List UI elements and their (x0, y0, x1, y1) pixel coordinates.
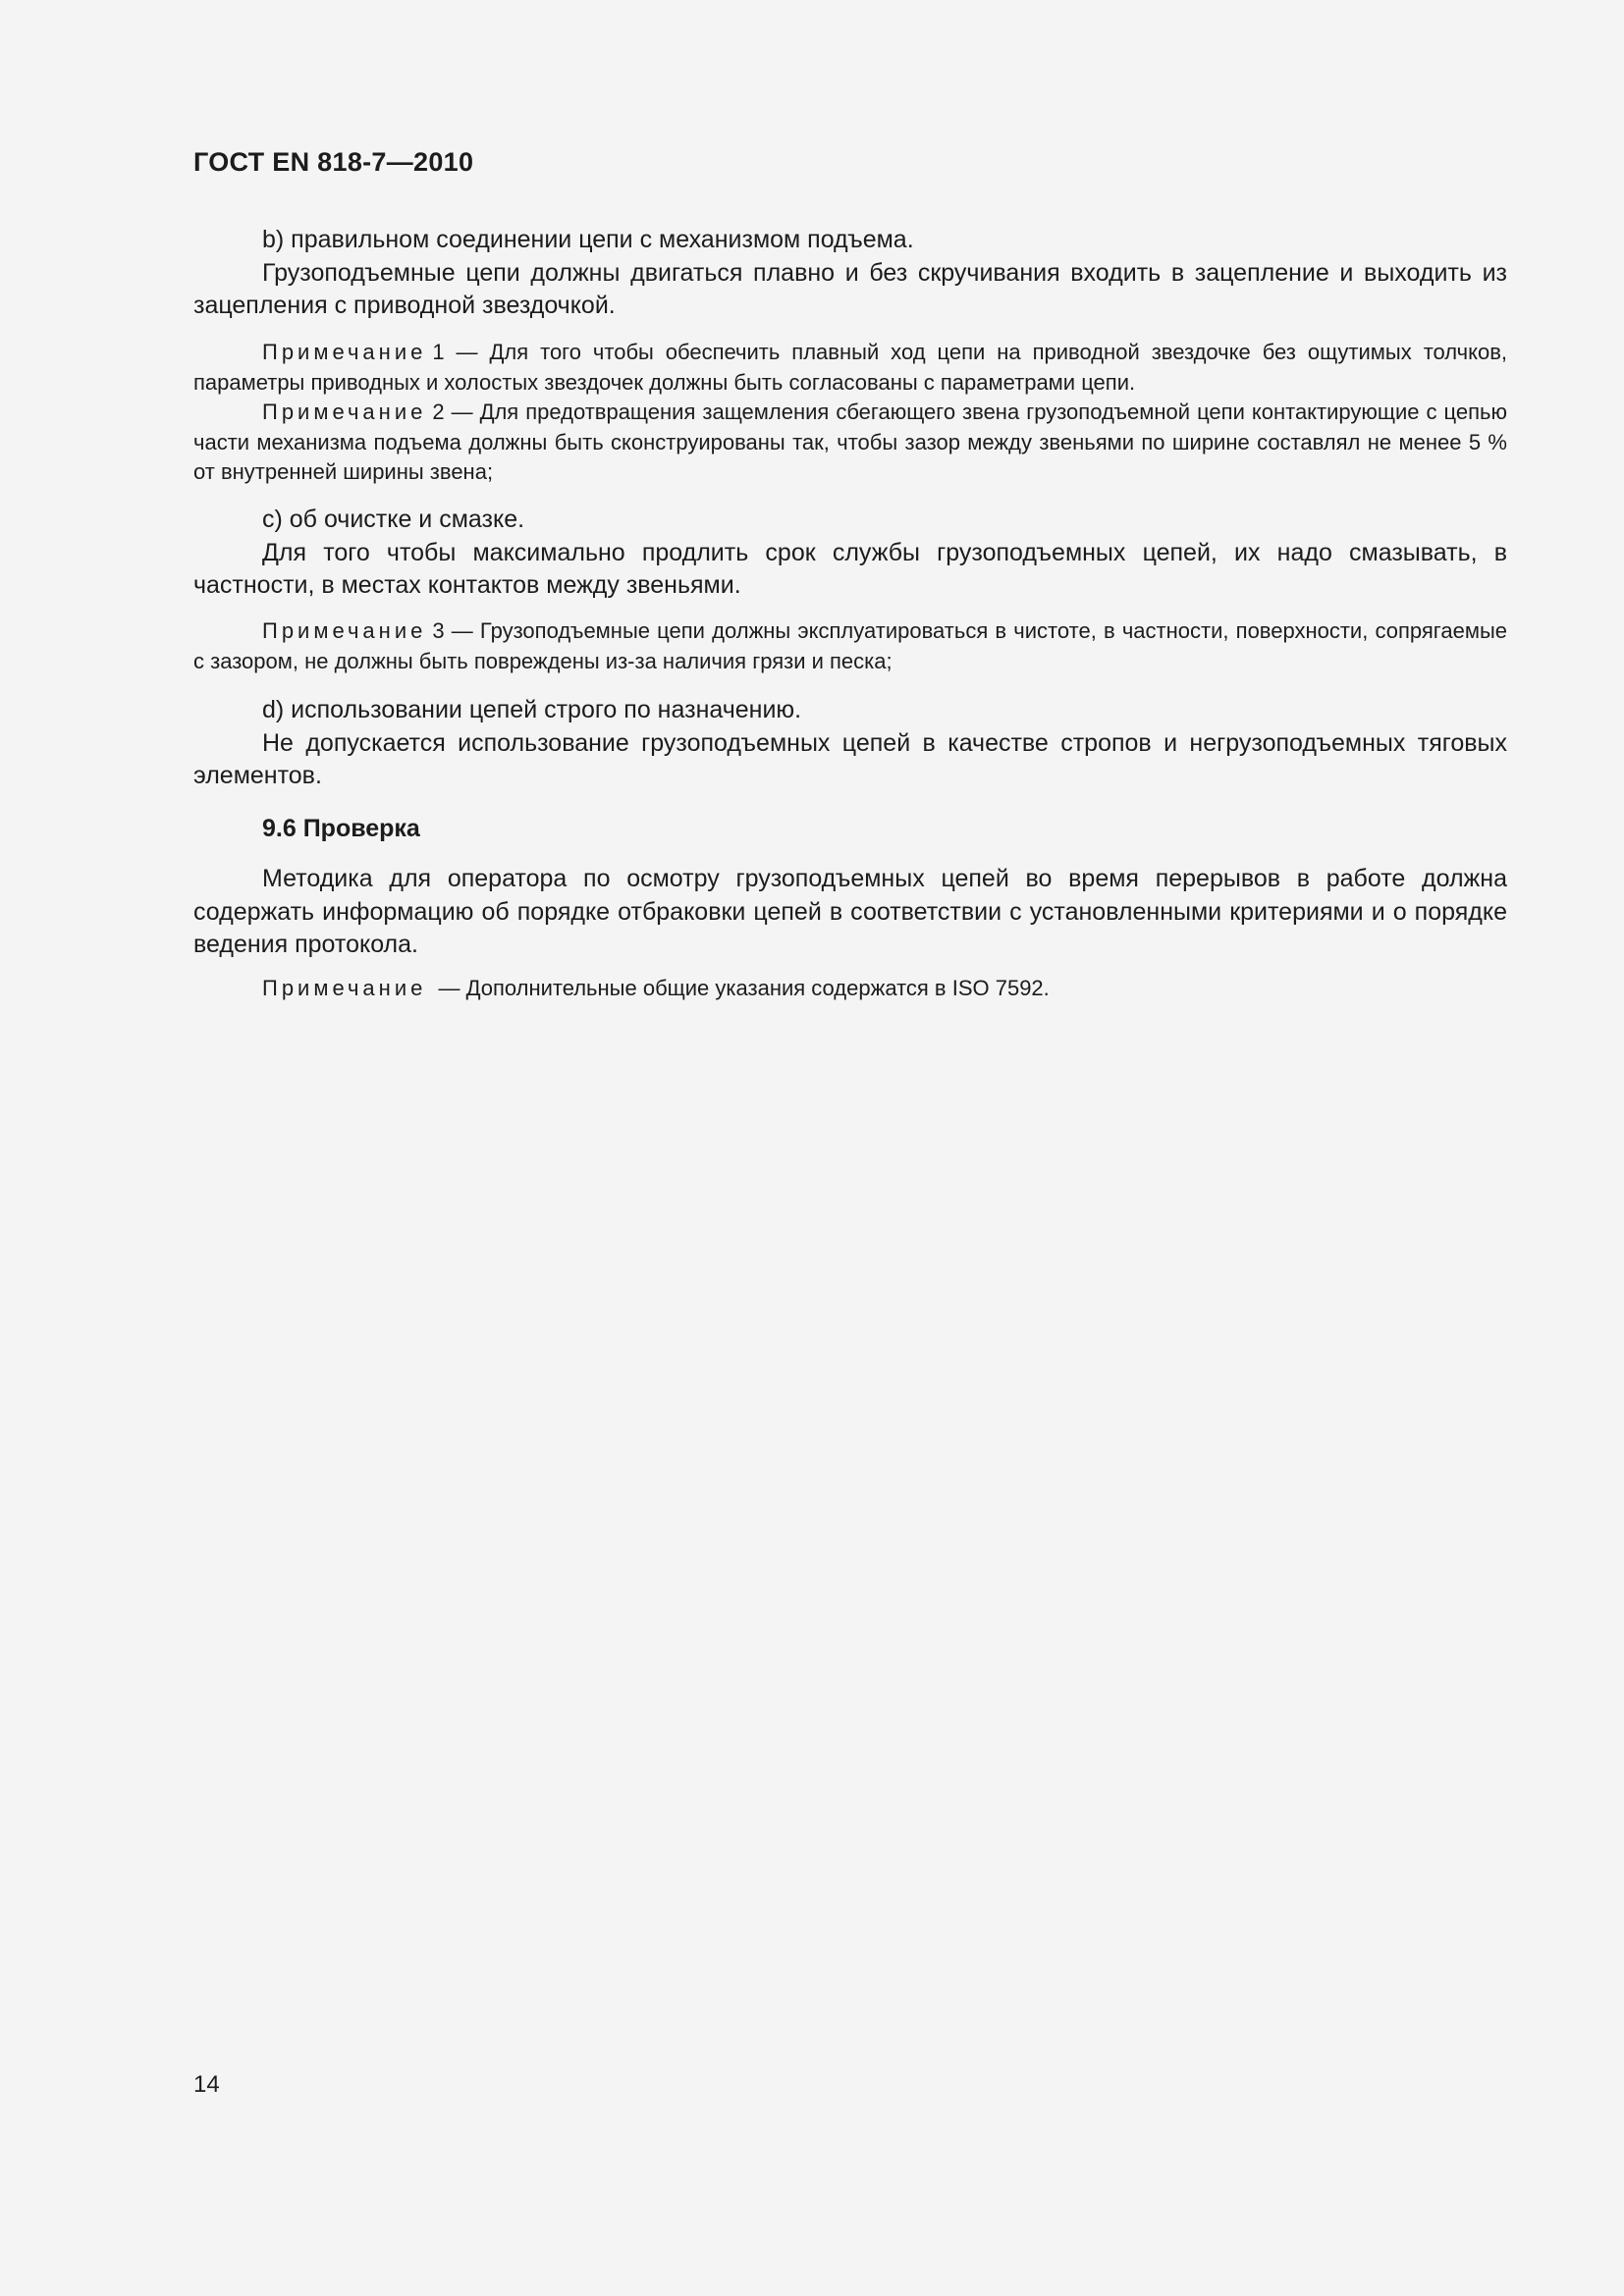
note-3 (193, 616, 1507, 676)
note-label: Примечание (262, 400, 427, 424)
section-9-6 (193, 815, 1507, 843)
note-text: 3 — Грузоподъемные цепи должны эксплуатироваться в чистоте, в частности, поверхности, сопрягаемые с зазором, не должны быть повреждены из-за наличия грязи и песка; (193, 618, 1507, 673)
note-1 (193, 338, 1507, 488)
note-text: 2 — Для предотвращения защемления сбегающего звена грузоподъемной цепи контактирующие с цепью части механизма подъема должны быть сконструированы так, чтобы зазор между звеньями по ширине составлял не менее 5 % от внутренней ширины звена; (193, 400, 1507, 484)
item-b-text: Грузоподъемные цепи должны двигаться плавно и без скручивания входить в зацепление и выходить из зацепления с приводной звездочкой. (193, 258, 1507, 319)
note-text: — Дополнительные общие указания содержатся в ISO 7592. (432, 976, 1050, 1000)
item-b-title: b) правильном соединении цепи с механизмом подъема. (262, 226, 914, 253)
section-text-block (193, 863, 1507, 962)
item-c (193, 504, 1507, 603)
note-text: 1 — Для того чтобы обеспечить плавный ход цепи на приводной звездочке без ощутимых толчков, параметры приводных и холостых звездочек должны быть согласованы с параметрами цепи. (193, 340, 1507, 395)
item-c-text: Для того чтобы максимально продлить срок службы грузоподъемных цепей, их надо смазывать, в частности, в местах контактов между звеньями. (193, 538, 1507, 599)
item-c-title: c) об очистке и смазке. (262, 506, 525, 533)
note-2 (193, 398, 1507, 488)
document-header: ГОСТ EN 818-7—2010 (193, 147, 474, 177)
note-label: Примечание (262, 618, 427, 643)
note-4 (193, 974, 1507, 1004)
note-label: Примечание (262, 976, 427, 1000)
item-d (193, 694, 1507, 793)
item-d-text: Не допускается использование грузоподъемных цепей в качестве стропов и негрузоподъемных тяговых элементов. (193, 728, 1507, 789)
item-b (193, 224, 1507, 323)
section-text: Методика для оператора по осмотру грузоподъемных цепей во время перерывов в работе должна содержать информацию об порядке отбраковки цепей в соответствии с установленными критериями и о порядке ведения протокола. (193, 865, 1507, 958)
item-d-title: d) использовании цепей строго по назначению. (262, 696, 802, 723)
page-number: 14 (193, 2071, 220, 2098)
note-label: Примечание (262, 340, 427, 364)
section-heading: 9.6 Проверка (262, 815, 420, 842)
